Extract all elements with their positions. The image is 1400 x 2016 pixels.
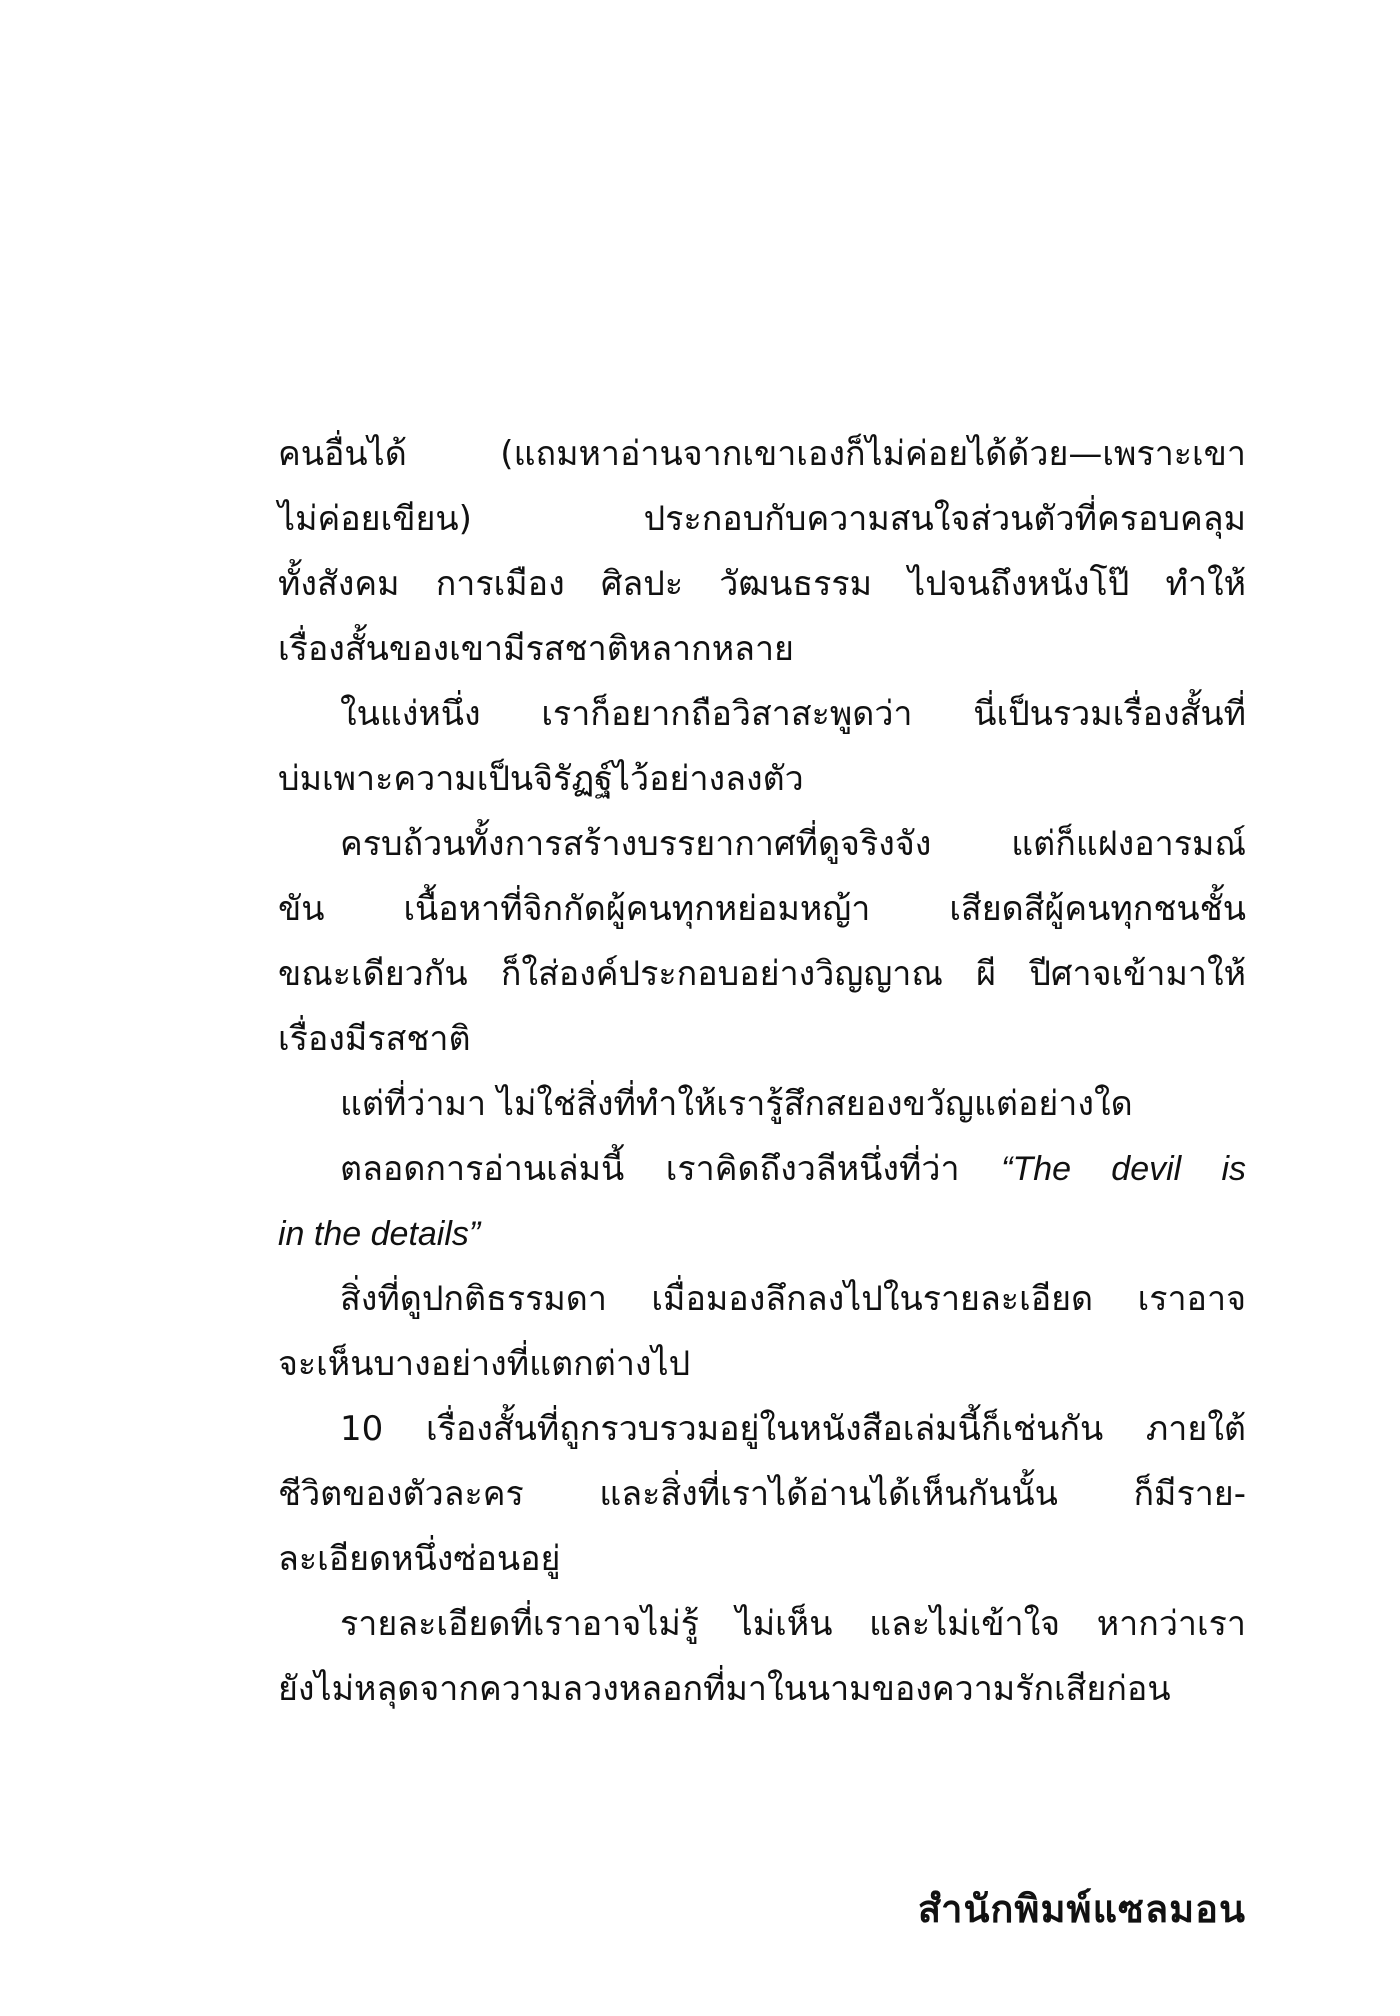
paragraph-3-line-4: เรื่องมีรสชาติ bbox=[278, 1019, 471, 1059]
paragraph-3-line-2: ขัน เนื้อหาที่จิกกัดผู้คนทุกหย่อมหญ้า เสียดสีผู้คนทุกชนชั้น bbox=[278, 889, 1246, 929]
paragraph-8-line-2: ยังไม่หลุดจากความลวงหลอกที่มาในนามของความรักเสียก่อน bbox=[278, 1669, 1171, 1709]
paragraph-5-line-1 bbox=[278, 1137, 1246, 1202]
publisher-signature: สำนักพิมพ์แซลมอน bbox=[917, 1887, 1246, 1931]
paragraph-7-line-2: ชีวิตของตัวละคร และสิ่งที่เราได้อ่านได้เห็นกันนั้น ก็มีราย- bbox=[278, 1474, 1246, 1514]
body-text bbox=[278, 422, 1246, 1722]
paragraph-1-line-3: ทั้งสังคม การเมือง ศิลปะ วัฒนธรรม ไปจนถึงหนังโป๊ ทำให้ bbox=[278, 564, 1246, 604]
paragraph-6-line-2: จะเห็นบางอย่างที่แตกต่างไป bbox=[278, 1344, 691, 1384]
paragraph-4-line-1: แต่ที่ว่ามา ไม่ใช่สิ่งที่ทำให้เรารู้สึกสยองขวัญแต่อย่างใด bbox=[340, 1084, 1133, 1124]
paragraph-2-line-1: ในแง่หนึ่ง เราก็อยากถือวิสาสะพูดว่า นี่เป็นรวมเรื่องสั้นที่ bbox=[340, 694, 1246, 734]
paragraph-2-line-2: บ่มเพาะความเป็นจิรัฏฐ์ไว้อย่างลงตัว bbox=[278, 759, 804, 799]
paragraph-1-line-2: ไม่ค่อยเขียน) ประกอบกับความสนใจส่วนตัวที่ครอบคลุม bbox=[278, 499, 1246, 539]
paragraph-1-line-1: คนอื่นได้ (แถมหาอ่านจากเขาเองก็ไม่ค่อยได้ด้วย—เพราะเขา bbox=[278, 434, 1246, 474]
paragraph-5-thai-text: ตลอดการอ่านเล่มนี้ เราคิดถึงวลีหนึ่งที่ว่า bbox=[340, 1149, 960, 1189]
paragraph-7-line-3: ละเอียดหนึ่งซ่อนอยู่ bbox=[278, 1539, 561, 1579]
paragraph-7-line-1: 10 เรื่องสั้นที่ถูกรวบรวมอยู่ในหนังสือเล่มนี้ก็เช่นกัน ภายใต้ bbox=[340, 1409, 1246, 1449]
paragraph-3-line-1: ครบถ้วนทั้งการสร้างบรรยากาศที่ดูจริงจัง แต่ก็แฝงอารมณ์ bbox=[340, 824, 1246, 864]
quote-english-part-2: in the details” bbox=[278, 1215, 481, 1253]
paragraph-3-line-3: ขณะเดียวกัน ก็ใส่องค์ประกอบอย่างวิญญาณ ผี ปีศาจเข้ามาให้ bbox=[278, 954, 1246, 994]
paragraph-1-line-4: เรื่องสั้นของเขามีรสชาติหลากหลาย bbox=[278, 629, 794, 669]
paragraph-6-line-1: สิ่งที่ดูปกติธรรมดา เมื่อมองลึกลงไปในรายละเอียด เราอาจ bbox=[340, 1279, 1246, 1319]
quote-english-part-1: “The devil is bbox=[1001, 1150, 1247, 1188]
paragraph-8-line-1: รายละเอียดที่เราอาจไม่รู้ ไม่เห็น และไม่เข้าใจ หากว่าเรา bbox=[340, 1604, 1246, 1644]
